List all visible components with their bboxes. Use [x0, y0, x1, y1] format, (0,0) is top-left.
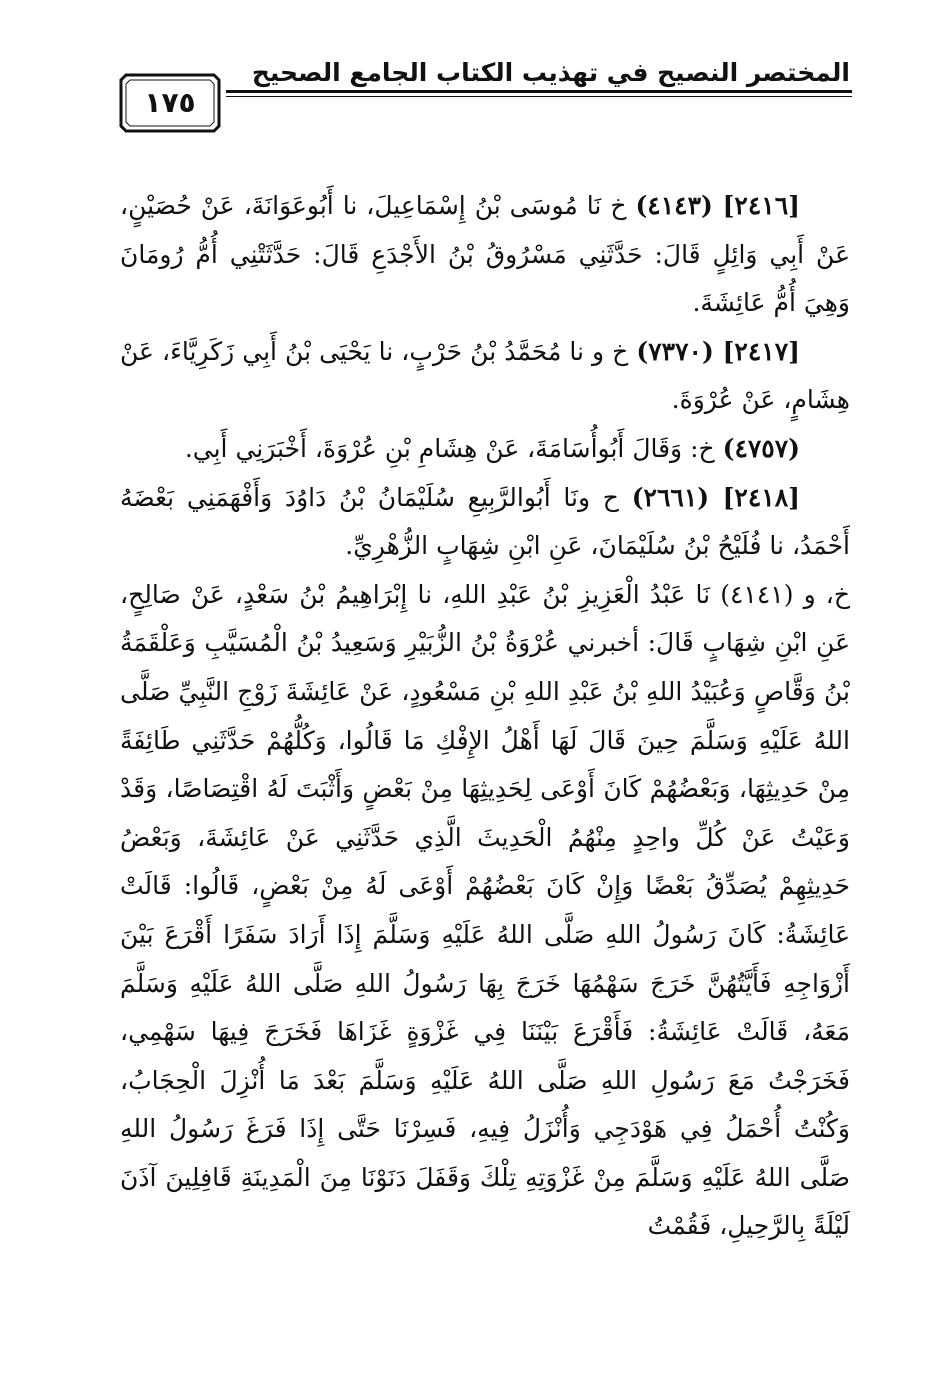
body-text — [120, 182, 850, 1251]
running-title: المختصر النصيح في تهذيب الكتاب الجامع الصحيح — [251, 58, 850, 87]
hadith-chain-4757 — [120, 425, 850, 474]
reference-number: [٢٤١٦] (٤١٤٣) — [635, 191, 800, 220]
hadith-chain-2417 — [120, 328, 850, 425]
reference-number: [٢٤١٨] (٢٦٦١) — [631, 482, 800, 512]
page-number-frame — [118, 72, 222, 134]
page-number: ١٧٥ — [144, 86, 196, 119]
paragraph-text: خ، و (٤١٤١) نَا عَبْدُ الْعَزِيزِ بْنُ عَبْدِ اللهِ، نا إِبْرَاهِيمُ بْنُ سَعْدٍ، عَنْ صَالِحٍ، عَنِ ابْنِ شِهَابٍ قَالَ: أخبرني عُرْوَةُ بْنُ الزُّبَيْرِ وَسَعِيدُ بْنُ الْمُسَيَّبِ وَعَلْقَمَةُ بْنُ وَقَّاصٍ وَعُبَيْدُ اللهِ بْنُ عَبْدِ اللهِ بْنِ مَسْعُودٍ، عَنْ عَائِشَةَ زَوْجِ النَّبِيِّ صَلَّى اللهُ عَلَيْهِ وَسَلَّمَ حِينَ قَالَ لَهَا أَهْلُ الإِفْكِ مَا قَالُوا، وَكُلُّهُمْ حَدَّثَنِي طَائِفَةً مِنْ حَدِيثِهَا، وَبَعْضُهُمْ كَانَ أَوْعَى لِحَدِيثِهَا مِنْ بَعْضٍ وَأَثْبَتَ لَهُ اقْتِصَاصًا، وَقَدْ وَعَيْتُ عَنْ كُلِّ واحِدٍ مِنْهُمُ الْحَدِيثَ الَّذِي حَدَّثَنِي عَنْ عَائِشَةَ، وَبَعْضُ حَدِيثِهِمْ يُصَدِّقُ بَعْضًا وَإِنْ كَانَ بَعْضُهُمْ أَوْعَى لَهُ مِنْ بَعْضٍ، قَالُوا: قَالَتْ عَائِشَةُ: كَانَ رَسُولُ اللهِ صَلَّى اللهُ عَلَيْهِ وَسَلَّمَ إِذَا أَرَادَ سَفَرًا أَقْرَعَ بَيْنَ أَزْوَاجِهِ فَأَيَّتُهُنَّ خَرَجَ سَهْمُهَا خَرَجَ بِهَا رَسُولُ اللهِ صَلَّى اللهُ عَلَيْهِ وَسَلَّمَ مَعَهُ، قَالَتْ عَائِشَةُ: فَأَقْرَعَ بَيْنَنَا فِي غَزْوَةٍ غَزَاهَا فَخَرَجَ فِيهَا سَهْمِي، فَخَرَجْتُ مَعَ رَسُولِ اللهِ صَلَّى اللهُ عَلَيْهِ وَسَلَّمَ بَعْدَ مَا أُنْزِلَ الْحِجَابُ، وَكُنْتُ أُحْمَلُ فِي هَوْدَجِي وَأُنْزَلُ فِيهِ، فَسِرْنَا حَتَّى إِذَا فَرَغَ رَسُولُ اللهِ صَلَّى اللهُ عَلَيْهِ وَسَلَّمَ مِنْ غَزْوَتِهِ تِلْكَ وَقَفَلَ دَنَوْنَا مِنَ الْمَدِينَةِ قَافِلِينَ آذَنَ لَيْلَةً بِالرَّحِيلِ، فَقُمْتُ — [120, 579, 850, 1241]
paragraph-text: خ نَا مُوسَى بْنُ إِسْمَاعِيلَ، نا أَبُوعَوَانَةَ، عَنْ حُصَيْنٍ، عَنْ أَبِي وَائِلٍ قَالَ: حَدَّثَنِي مَسْرُوقُ بْنُ الأَجْدَعِ قَالَ: حَدَّثَتْنِي أُمُّ رُومَانَ وَهِيَ أُمُّ عَائِشَةَ. — [120, 191, 850, 318]
hadith-chain-2418 — [120, 474, 850, 571]
paragraph-text: خ و نا مُحَمَّدُ بْنُ حَرْبٍ، نا يَحْيَى بْنُ أَبِي زَكَرِيَّاءَ، عَنْ هِشَامٍ، عَنْ عُرْوَةَ. — [120, 336, 850, 415]
reference-number: (٤٧٥٧) — [722, 433, 800, 463]
header-rule-thin — [226, 96, 852, 97]
header-rule — [226, 90, 852, 93]
reference-number: [٢٤١٧] (٧٣٧٠) — [636, 336, 800, 366]
paragraph-text: ح ونَا أَبُوالرَّبِيعِ سُلَيْمَانُ بْنُ دَاوُدَ وَأَفْهَمَنِي بَعْضَهُ أَحْمَدُ، نا فُلَيْحُ بْنُ سُلَيْمَانَ، عَنِ ابْنِ شِهَابٍ الزُّهْرِيِّ. — [120, 482, 850, 561]
hadith-chain-2416 — [120, 182, 850, 328]
hadith-matn — [120, 571, 850, 1251]
paragraph-text: خ: وَقَالَ أَبُوأُسَامَةَ، عَنْ هِشَامِ بْنِ عُرْوَةَ، أَخْبَرَنِي أَبِي. — [184, 433, 723, 463]
